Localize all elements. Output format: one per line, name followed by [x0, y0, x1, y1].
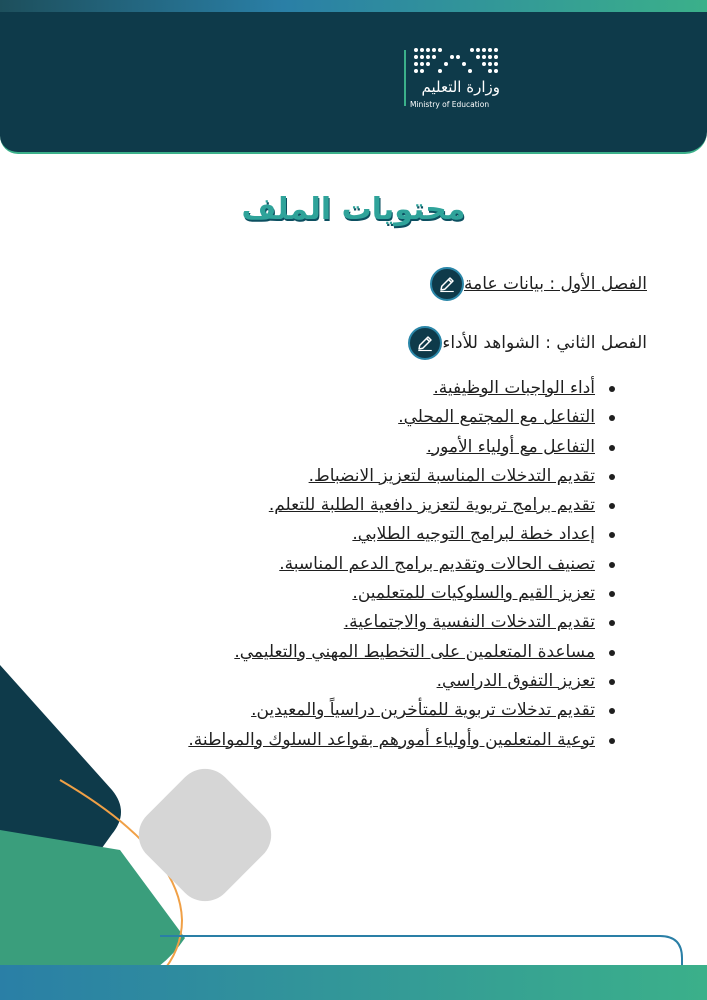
topic-link[interactable]: تصنيف الحالات وتقديم برامج الدعم المناسبة.	[188, 550, 595, 579]
topic-link[interactable]: التفاعل مع أولياء الأمور.	[188, 433, 595, 462]
topic-link[interactable]: تعزيز التفوق الدراسي.	[188, 667, 595, 696]
ministry-logo	[400, 44, 510, 114]
topic-link[interactable]: تقديم برامج تربوية لتعزيز دافعية الطلبة للتعلم.	[188, 491, 595, 520]
logo-dots-icon	[412, 46, 502, 74]
page-header	[0, 0, 707, 154]
chapter-two-label: الفصل الثاني : الشواهد للأداء	[442, 333, 647, 353]
topic-link[interactable]: مساعدة المتعلمين على التخطيط المهني والتعليمي.	[188, 638, 595, 667]
topic-link[interactable]: توعية المتعلمين وأولياء أمورهم بقواعد السلوك والمواطنة.	[188, 726, 595, 755]
topic-link[interactable]: أداء الواجبات الوظيفية.	[188, 374, 595, 403]
logo-english-text: Ministry of Education	[410, 100, 490, 109]
topic-link[interactable]: تقديم تدخلات تربوية للمتأخرين دراسياً والمعيدين.	[188, 696, 595, 725]
pencil-icon	[408, 326, 442, 360]
page-footer	[0, 965, 707, 1000]
topics-list	[188, 374, 595, 755]
topic-link[interactable]: التفاعل مع المجتمع المحلي.	[188, 403, 595, 432]
chapter-two-heading	[396, 325, 647, 361]
logo-arabic-text: وزارة التعليم	[421, 78, 500, 96]
page-title: محتويات الملف	[241, 192, 466, 227]
logo-divider	[404, 50, 406, 106]
chapter-one-link[interactable]	[418, 266, 647, 302]
pencil-icon	[430, 267, 464, 301]
chapter-one-label: الفصل الأول : بيانات عامة	[464, 274, 647, 294]
topic-link[interactable]: إعداد خطة لبرامج التوجيه الطلابي.	[188, 520, 595, 549]
topic-link[interactable]: تقديم التدخلات النفسية والاجتماعية.	[188, 608, 595, 637]
topic-link[interactable]: تقديم التدخلات المناسبة لتعزيز الانضباط.	[188, 462, 595, 491]
topic-link[interactable]: تعزيز القيم والسلوكيات للمتعلمين.	[188, 579, 595, 608]
header-gradient-strip	[0, 0, 707, 12]
